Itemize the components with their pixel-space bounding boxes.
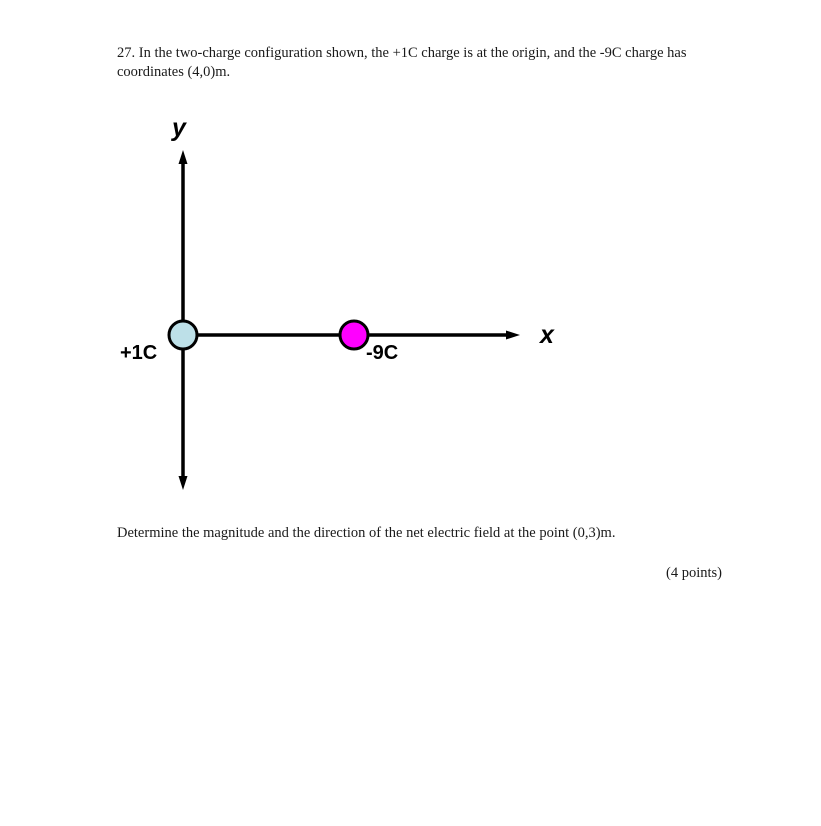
y-axis-arrow-down <box>179 476 188 490</box>
charge-negative-9c-label: -9C <box>366 342 399 364</box>
y-axis-label: y <box>172 114 186 142</box>
charge-negative-9c-marker <box>340 321 368 349</box>
charge-negative-9c <box>340 321 398 364</box>
charge-positive-1c-label: +1C <box>120 342 158 364</box>
problem-statement: 27. In the two-charge configuration shown, the +1C charge is at the origin, and the -9C charge has coordinates (4,0)m. <box>117 45 687 80</box>
charge-positive-1c-marker <box>169 321 197 349</box>
charge-configuration-diagram <box>100 100 620 510</box>
question-prompt: Determine the magnitude and the direction of the net electric field at the point (0,3)m. <box>117 525 616 541</box>
diagram-svg <box>100 100 620 510</box>
x-axis-label: x <box>540 321 554 349</box>
charge-positive-1c <box>120 321 197 364</box>
x-axis-arrow-right <box>506 331 520 340</box>
points-note: (4 points) <box>666 565 722 581</box>
y-axis-arrow-up <box>179 150 188 164</box>
